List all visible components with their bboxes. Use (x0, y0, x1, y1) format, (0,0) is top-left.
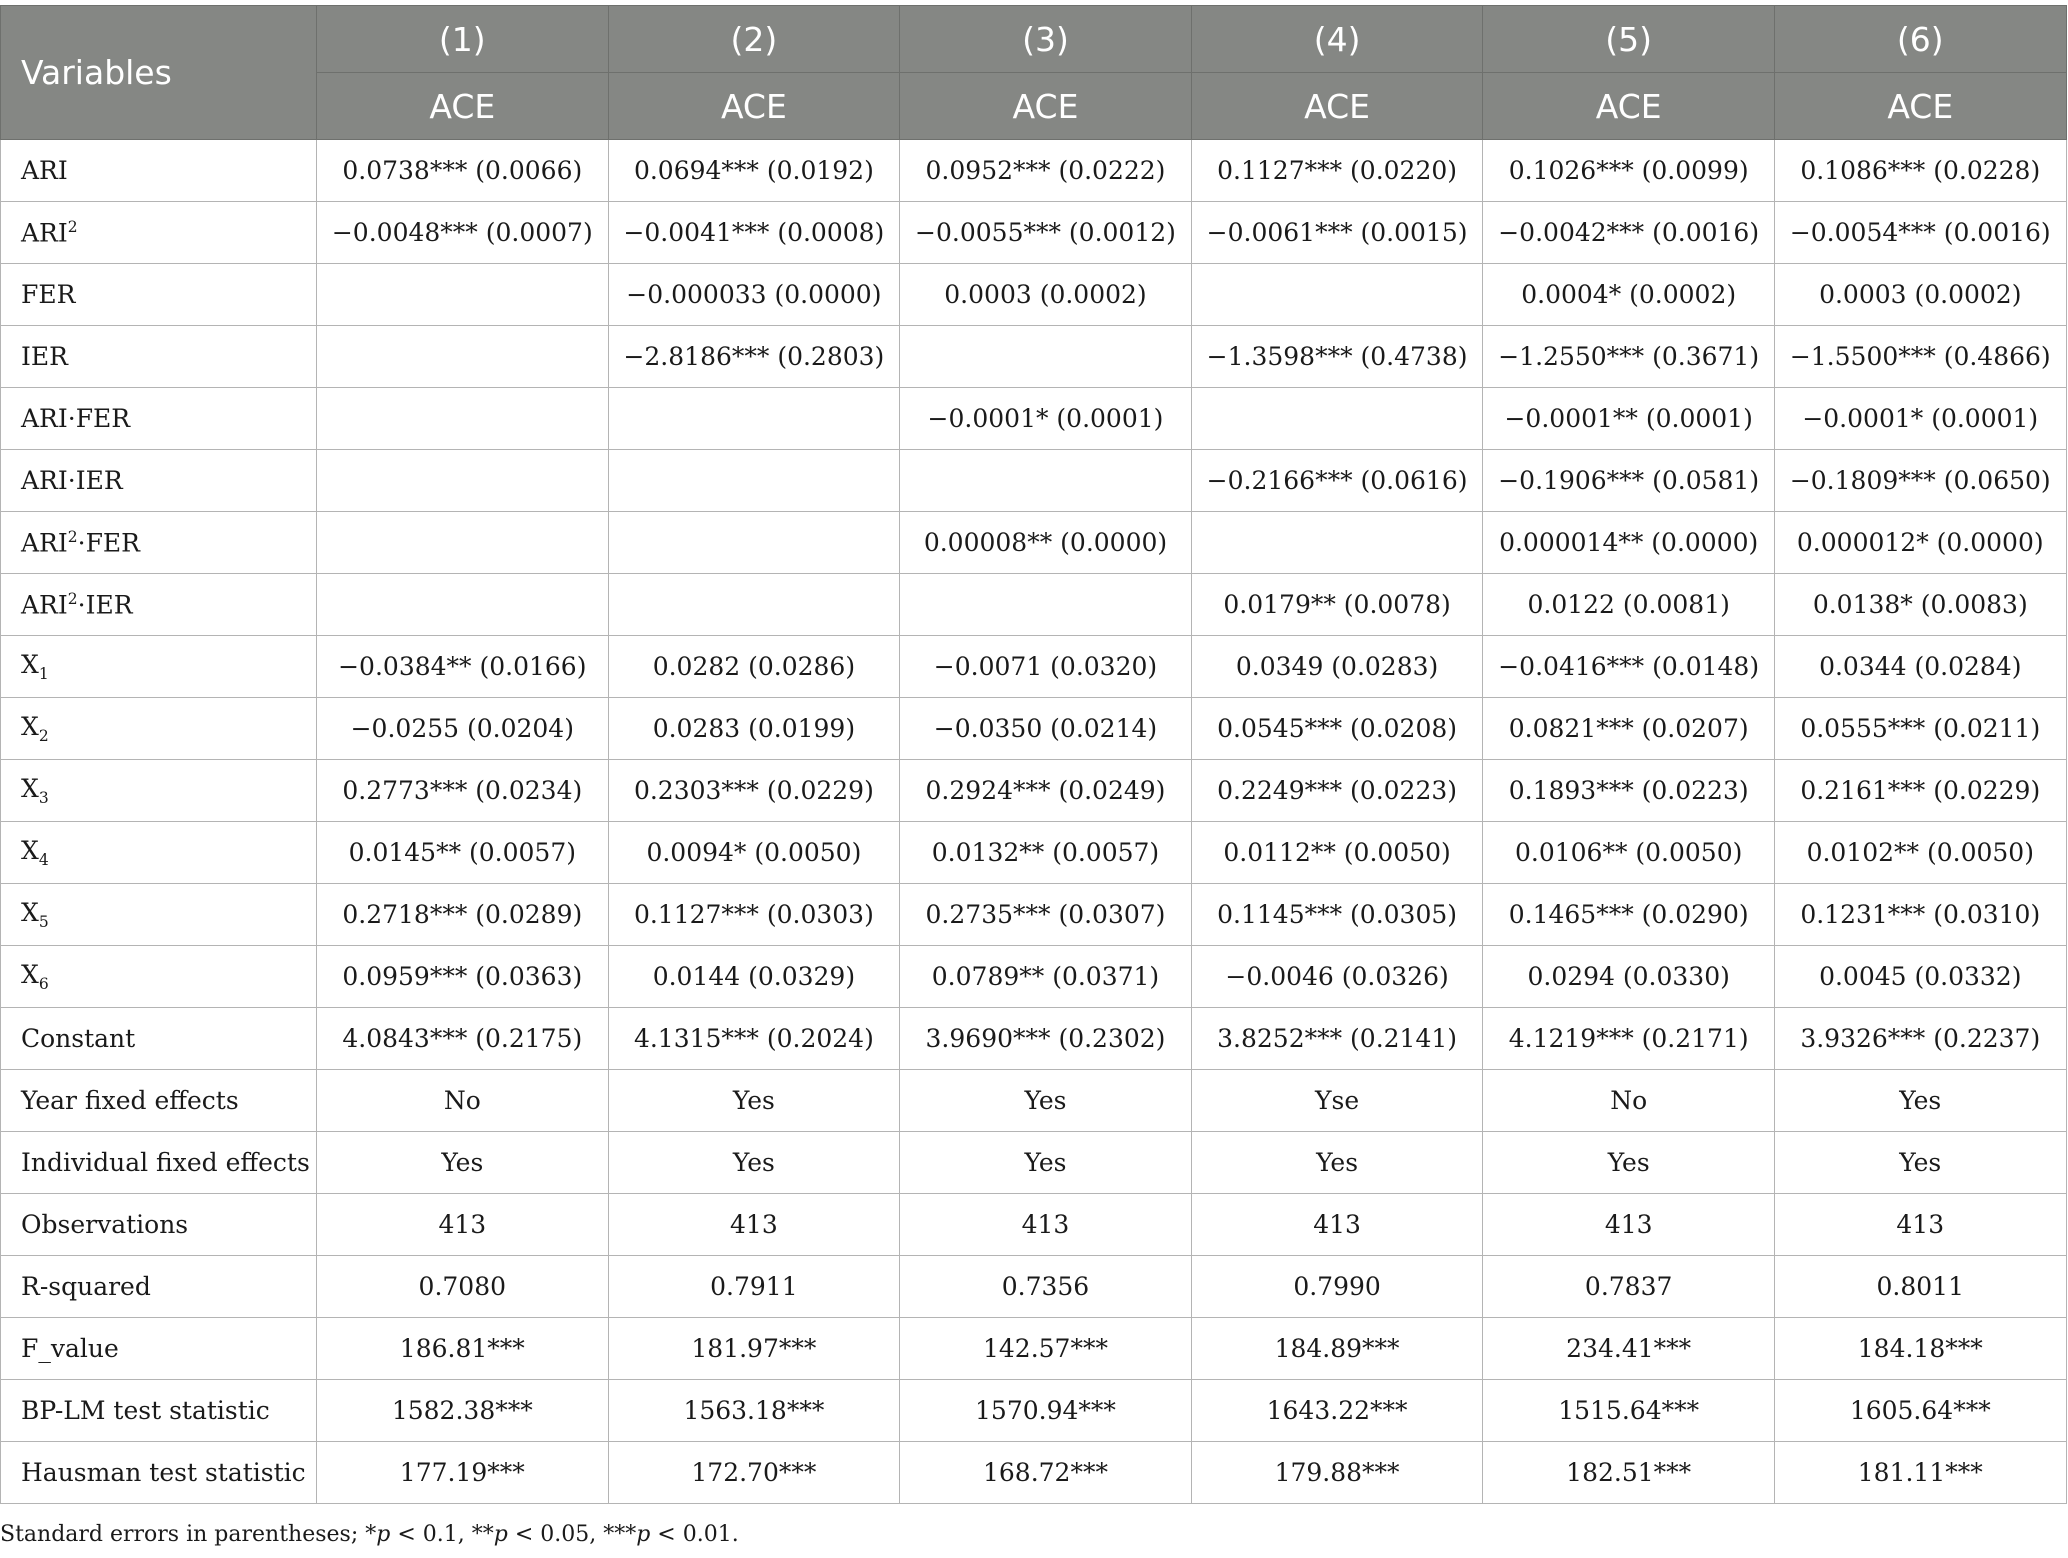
row-label (1, 1008, 317, 1070)
table-row (1, 450, 2067, 512)
row-label (1, 1194, 317, 1256)
row-label-suffix: ·FER (77, 528, 141, 558)
table-cell: −0.0001* (0.0001) (900, 388, 1192, 450)
table-cell: −1.3598*** (0.4738) (1191, 326, 1483, 388)
table-cell: Yes (608, 1132, 900, 1194)
table-row (1, 1318, 2067, 1380)
footnote-text: < 0.1, ** (390, 1522, 494, 1547)
table-cell: 0.0179** (0.0078) (1191, 574, 1483, 636)
table-cell: 0.0555*** (0.0211) (1774, 698, 2066, 760)
row-label (1, 264, 317, 326)
table-cell: 0.0144 (0.0329) (608, 946, 900, 1008)
table-cell: 0.7990 (1191, 1256, 1483, 1318)
table-cell: Yes (317, 1132, 609, 1194)
row-label (1, 512, 317, 574)
table-row (1, 698, 2067, 760)
table-cell: 0.0789** (0.0371) (900, 946, 1192, 1008)
table-cell: 181.97*** (608, 1318, 900, 1380)
table-cell: 0.0294 (0.0330) (1483, 946, 1775, 1008)
table-cell: 0.0003 (0.0002) (1774, 264, 2066, 326)
table-row (1, 822, 2067, 884)
table-cell: 0.0545*** (0.0208) (1191, 698, 1483, 760)
table-cell: 0.7356 (900, 1256, 1192, 1318)
table-row (1, 1194, 2067, 1256)
table-cell: 0.0112** (0.0050) (1191, 822, 1483, 884)
footnote-text: Standard errors in parentheses; * (0, 1522, 377, 1547)
table-cell: 1643.22*** (1191, 1380, 1483, 1442)
table-cell: 0.1465*** (0.0290) (1483, 884, 1775, 946)
table-cell: 0.0821*** (0.0207) (1483, 698, 1775, 760)
table-cell: 184.89*** (1191, 1318, 1483, 1380)
table-cell: −0.0061*** (0.0015) (1191, 202, 1483, 264)
footnote-p-symbol: p (493, 1522, 508, 1547)
row-label (1, 698, 317, 760)
table-row (1, 326, 2067, 388)
table-cell: −0.1809*** (0.0650) (1774, 450, 2066, 512)
table-cell: 4.1219*** (0.2171) (1483, 1008, 1775, 1070)
table-cell: 0.2249*** (0.0223) (1191, 760, 1483, 822)
row-label-text: X (21, 898, 39, 927)
table-cell (608, 512, 900, 574)
table-cell: 0.0738*** (0.0066) (317, 140, 609, 202)
table-cell: Yes (608, 1070, 900, 1132)
table-cell (317, 574, 609, 636)
table-cell (317, 388, 609, 450)
table-cell: 0.1127*** (0.0220) (1191, 140, 1483, 202)
table-cell: 0.000012* (0.0000) (1774, 512, 2066, 574)
table-cell: 0.2773*** (0.0234) (317, 760, 609, 822)
table-cell: 177.19*** (317, 1442, 609, 1504)
table-cell: 0.1231*** (0.0310) (1774, 884, 2066, 946)
row-label-subscript: 5 (38, 913, 49, 931)
table-cell (608, 574, 900, 636)
table-row (1, 140, 2067, 202)
row-label (1, 1070, 317, 1132)
table-row (1, 1442, 2067, 1504)
table-cell: 0.0132** (0.0057) (900, 822, 1192, 884)
table-cell: 4.1315*** (0.2024) (608, 1008, 900, 1070)
table-cell: 3.8252*** (0.2141) (1191, 1008, 1483, 1070)
dependent-var-header: ACE (317, 73, 609, 140)
variables-header: Variables (1, 6, 317, 140)
dependent-var-header: ACE (608, 73, 900, 140)
table-cell: 0.0344 (0.0284) (1774, 636, 2066, 698)
header-row-models (1, 6, 2067, 73)
table-cell: Yes (1774, 1070, 2066, 1132)
table-row (1, 512, 2067, 574)
regression-table (0, 5, 2067, 1504)
table-cell: −0.0384** (0.0166) (317, 636, 609, 698)
table-cell (608, 450, 900, 512)
table-cell: −0.0041*** (0.0008) (608, 202, 900, 264)
row-label-text: X (21, 712, 39, 741)
table-cell: −0.000033 (0.0000) (608, 264, 900, 326)
table-row (1, 1070, 2067, 1132)
table-cell: Yes (1774, 1132, 2066, 1194)
table-cell (1191, 388, 1483, 450)
row-label (1, 1318, 317, 1380)
table-cell: 0.7080 (317, 1256, 609, 1318)
table-row (1, 884, 2067, 946)
table-row (1, 946, 2067, 1008)
model-number-header: (6) (1774, 6, 2066, 73)
table-cell (317, 450, 609, 512)
model-number-header: (5) (1483, 6, 1775, 73)
row-label (1, 884, 317, 946)
row-label-text: IER (21, 342, 68, 371)
table-cell (900, 450, 1192, 512)
dependent-var-header: ACE (1483, 73, 1775, 140)
row-label (1, 1380, 317, 1442)
table-cell: 0.2718*** (0.0289) (317, 884, 609, 946)
row-label (1, 202, 317, 264)
table-cell (900, 326, 1192, 388)
table-cell: Yes (1191, 1132, 1483, 1194)
table-cell: 0.2735*** (0.0307) (900, 884, 1192, 946)
model-number-header: (1) (317, 6, 609, 73)
table-row (1, 264, 2067, 326)
model-number-header: (3) (900, 6, 1192, 73)
table-cell: 172.70*** (608, 1442, 900, 1504)
table-cell (608, 388, 900, 450)
table-cell: 0.7837 (1483, 1256, 1775, 1318)
row-label-text: ARI (21, 590, 68, 620)
row-label-superscript: 2 (67, 527, 78, 546)
row-label-text: Observations (21, 1210, 189, 1239)
table-row (1, 1256, 2067, 1318)
table-cell: 0.1026*** (0.0099) (1483, 140, 1775, 202)
row-label-subscript: 3 (38, 789, 49, 807)
row-label (1, 1256, 317, 1318)
footnote-p-symbol: p (636, 1522, 651, 1547)
table-cell: 413 (317, 1194, 609, 1256)
table-cell: 234.41*** (1483, 1318, 1775, 1380)
table-cell: 182.51*** (1483, 1442, 1775, 1504)
table-cell: 184.18*** (1774, 1318, 2066, 1380)
table-cell: −0.0416*** (0.0148) (1483, 636, 1775, 698)
table-cell: No (317, 1070, 609, 1132)
regression-table-container (0, 5, 2066, 1504)
table-cell: 0.7911 (608, 1256, 900, 1318)
table-cell (900, 574, 1192, 636)
table-cell: −0.0255 (0.0204) (317, 698, 609, 760)
table-cell: 0.2924*** (0.0249) (900, 760, 1192, 822)
row-label-text: ARI (21, 528, 68, 558)
table-cell: 1605.64*** (1774, 1380, 2066, 1442)
row-label-superscript: 2 (67, 217, 78, 236)
row-label (1, 388, 317, 450)
table-cell: 1515.64*** (1483, 1380, 1775, 1442)
table-cell: 413 (1774, 1194, 2066, 1256)
row-label-subscript: 6 (38, 975, 49, 993)
table-cell: 1563.18*** (608, 1380, 900, 1442)
table-cell: 168.72*** (900, 1442, 1192, 1504)
table-cell: −0.0046 (0.0326) (1191, 946, 1483, 1008)
table-cell: 0.000014** (0.0000) (1483, 512, 1775, 574)
row-label-superscript: 2 (67, 589, 78, 608)
row-label (1, 140, 317, 202)
table-cell: 0.0349 (0.0283) (1191, 636, 1483, 698)
table-cell: 0.0106** (0.0050) (1483, 822, 1775, 884)
table-row (1, 1380, 2067, 1442)
model-number-header: (4) (1191, 6, 1483, 73)
table-cell: −1.5500*** (0.4866) (1774, 326, 2066, 388)
table-cell: −2.8186*** (0.2803) (608, 326, 900, 388)
table-row (1, 1008, 2067, 1070)
table-cell: 413 (900, 1194, 1192, 1256)
row-label-subscript: 2 (38, 727, 49, 745)
row-label (1, 636, 317, 698)
table-cell: −0.2166*** (0.0616) (1191, 450, 1483, 512)
row-label-text: Individual fixed effects (21, 1148, 310, 1177)
table-cell: Yes (900, 1070, 1192, 1132)
table-cell: Yse (1191, 1070, 1483, 1132)
table-cell: 0.00008** (0.0000) (900, 512, 1192, 574)
row-label (1, 1132, 317, 1194)
row-label-text: ARI·IER (21, 466, 123, 495)
table-cell: −0.0001** (0.0001) (1483, 388, 1775, 450)
table-cell: 0.2303*** (0.0229) (608, 760, 900, 822)
table-cell: 0.0102** (0.0050) (1774, 822, 2066, 884)
table-cell: 413 (1483, 1194, 1775, 1256)
table-cell: Yes (900, 1132, 1192, 1194)
table-cell: 0.2161*** (0.0229) (1774, 760, 2066, 822)
table-cell: 0.0094* (0.0050) (608, 822, 900, 884)
row-label-text: Hausman test statistic (21, 1458, 306, 1487)
table-cell: 0.0145** (0.0057) (317, 822, 609, 884)
table-row (1, 388, 2067, 450)
table-cell (317, 326, 609, 388)
table-cell: No (1483, 1070, 1775, 1132)
table-cell: −0.0048*** (0.0007) (317, 202, 609, 264)
table-cell: 4.0843*** (0.2175) (317, 1008, 609, 1070)
row-label-text: F_value (21, 1334, 119, 1363)
table-row (1, 202, 2067, 264)
table-cell: −0.0350 (0.0214) (900, 698, 1192, 760)
model-number-header: (2) (608, 6, 900, 73)
table-cell: −0.0001* (0.0001) (1774, 388, 2066, 450)
table-cell: 0.1127*** (0.0303) (608, 884, 900, 946)
row-label-text: Constant (21, 1024, 136, 1053)
table-cell: −0.0054*** (0.0016) (1774, 202, 2066, 264)
table-cell: 0.0122 (0.0081) (1483, 574, 1775, 636)
row-label-text: ARI·FER (21, 404, 131, 433)
table-cell: −1.2550*** (0.3671) (1483, 326, 1775, 388)
table-cell: 0.1145*** (0.0305) (1191, 884, 1483, 946)
footnote-text: < 0.05, *** (507, 1522, 637, 1547)
table-cell: 0.0045 (0.0332) (1774, 946, 2066, 1008)
table-cell: 179.88*** (1191, 1442, 1483, 1504)
footnote-p-symbol: p (376, 1522, 391, 1547)
row-label (1, 326, 317, 388)
table-cell: 0.1086*** (0.0228) (1774, 140, 2066, 202)
table-row (1, 760, 2067, 822)
table-cell: −0.0055*** (0.0012) (900, 202, 1192, 264)
row-label (1, 450, 317, 512)
row-label (1, 822, 317, 884)
table-cell: 413 (608, 1194, 900, 1256)
row-label-text: BP-LM test statistic (21, 1396, 270, 1425)
row-label (1, 946, 317, 1008)
table-cell: 0.0283 (0.0199) (608, 698, 900, 760)
row-label-text: FER (21, 280, 76, 309)
table-cell: 413 (1191, 1194, 1483, 1256)
table-cell: 0.0003 (0.0002) (900, 264, 1192, 326)
row-label-text: X (21, 774, 39, 803)
table-cell: 0.8011 (1774, 1256, 2066, 1318)
table-cell: −0.0071 (0.0320) (900, 636, 1192, 698)
table-row (1, 574, 2067, 636)
table-cell: 0.0952*** (0.0222) (900, 140, 1192, 202)
table-cell: 0.0694*** (0.0192) (608, 140, 900, 202)
table-body (1, 140, 2067, 1504)
row-label (1, 760, 317, 822)
row-label-text: X (21, 650, 39, 679)
row-label-subscript: 4 (38, 851, 49, 869)
table-cell: 142.57*** (900, 1318, 1192, 1380)
table-cell: 0.0004* (0.0002) (1483, 264, 1775, 326)
dependent-var-header: ACE (900, 73, 1192, 140)
table-row (1, 1132, 2067, 1194)
table-cell (1191, 512, 1483, 574)
row-label-text: ARI (21, 218, 68, 248)
row-label (1, 1442, 317, 1504)
row-label-text: X (21, 960, 39, 989)
row-label-suffix: ·IER (77, 590, 133, 620)
row-label-text: X (21, 836, 39, 865)
table-cell (1191, 264, 1483, 326)
row-label (1, 574, 317, 636)
row-label-text: Year fixed effects (21, 1086, 239, 1115)
table-cell: 3.9690*** (0.2302) (900, 1008, 1192, 1070)
table-footnote (0, 1522, 739, 1547)
table-cell: 3.9326*** (0.2237) (1774, 1008, 2066, 1070)
table-cell: 181.11*** (1774, 1442, 2066, 1504)
dependent-var-header: ACE (1191, 73, 1483, 140)
table-header (1, 6, 2067, 140)
dependent-var-header: ACE (1774, 73, 2066, 140)
row-label-text: ARI (21, 156, 68, 185)
table-cell (317, 264, 609, 326)
table-cell: 1570.94*** (900, 1380, 1192, 1442)
table-cell: 0.0282 (0.0286) (608, 636, 900, 698)
table-cell: Yes (1483, 1132, 1775, 1194)
table-cell: −0.1906*** (0.0581) (1483, 450, 1775, 512)
table-cell: −0.0042*** (0.0016) (1483, 202, 1775, 264)
row-label-text: R-squared (21, 1272, 151, 1301)
table-cell: 0.1893*** (0.0223) (1483, 760, 1775, 822)
row-label-subscript: 1 (38, 665, 49, 683)
table-cell: 0.0959*** (0.0363) (317, 946, 609, 1008)
table-row (1, 636, 2067, 698)
table-cell: 0.0138* (0.0083) (1774, 574, 2066, 636)
table-cell: 1582.38*** (317, 1380, 609, 1442)
footnote-text: < 0.01. (650, 1522, 739, 1547)
table-cell (317, 512, 609, 574)
table-cell: 186.81*** (317, 1318, 609, 1380)
